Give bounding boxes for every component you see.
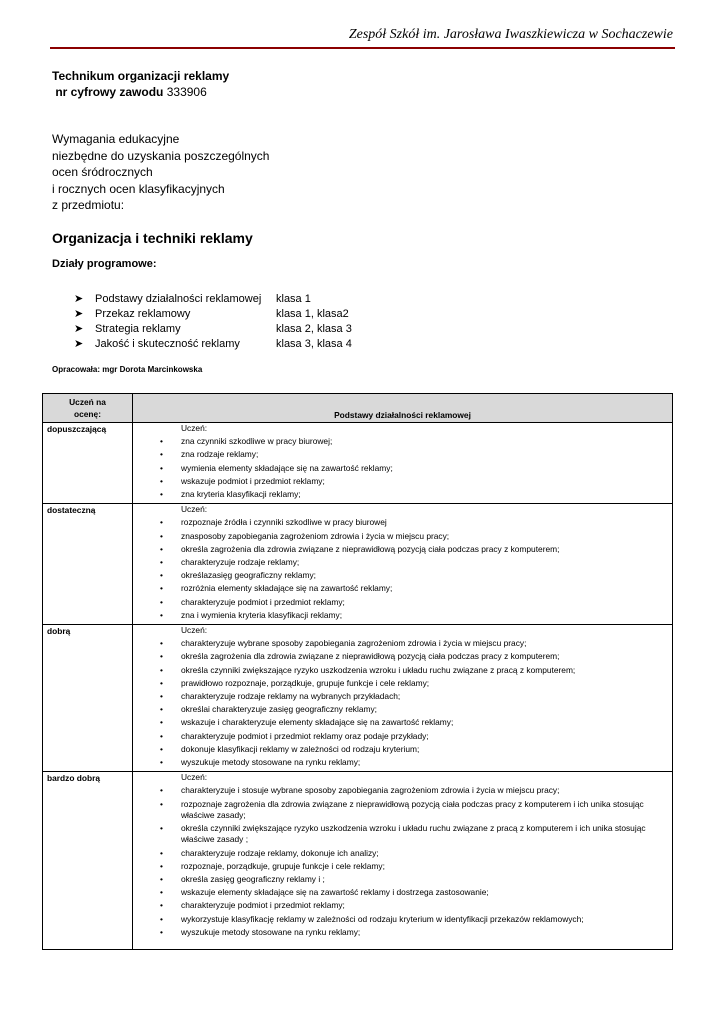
list-item: • wskazuje podmiot i przedmiot reklamy; bbox=[133, 476, 668, 487]
grade-cell: bardzo dobrą bbox=[43, 772, 133, 950]
list-item: • rozróżnia elementy składające się na zawartość reklamy; bbox=[133, 583, 668, 594]
section-column-header: Podstawy działalności reklamowej bbox=[133, 394, 673, 423]
list-item: • rozpoznaje zagrożenia dla zdrowia związane z nieprawidłową pozycją ciała podczas pracy z komputerem i ich unika stosując właściwe zasady; bbox=[133, 799, 668, 821]
list-item: • prawidłowo rozpoznaje, porządkuje, grupuje funkcje i cele reklamy; bbox=[133, 678, 668, 689]
list-item: • charakteryzuje i stosuje wybrane sposoby zapobiegania zagrożeniom zdrowia i życia w miejscu pracy; bbox=[133, 785, 668, 796]
list-item: • wymienia elementy składające się na zawartość reklamy; bbox=[133, 463, 668, 474]
cell-spacer bbox=[133, 940, 668, 948]
list-item: • charakteryzuje rodzaje reklamy na wybranych przykładach; bbox=[133, 691, 668, 702]
program-title: Technikum organizacji reklamy bbox=[52, 69, 230, 83]
list-item: • wskazuje elementy składające się na zawartość reklamy i dostrzega zastosowanie; bbox=[133, 887, 668, 898]
list-item: • charakteryzuje podmiot i przedmiot reklamy; bbox=[133, 597, 668, 608]
list-item: • wyszukuje metody stosowane na rynku reklamy; bbox=[133, 757, 668, 768]
list-item: • określa czynniki zwiększające ryzyko uszkodzenia wzroku i układu ruchu związane z pracą z komputerem i ich unika stosując właściwe zasady ; bbox=[133, 823, 668, 845]
grade-cell: dobrą bbox=[43, 625, 133, 772]
list-item: • charakteryzuje podmiot i przedmiot reklamy; bbox=[133, 900, 668, 911]
list-item: • określazasięg geograficzny reklamy; bbox=[133, 570, 668, 581]
table-row bbox=[43, 423, 673, 504]
requirements-cell bbox=[133, 504, 673, 625]
list-item: • charakteryzuje rodzaje reklamy, dokonuje ich analizy; bbox=[133, 848, 668, 859]
list-item: • charakteryzuje wybrane sposoby zapobiegania zagrożeniom zdrowia i życia w miejscu pracy; bbox=[133, 638, 668, 649]
list-item: • znasposoby zapobiegania zagrożeniom zdrowia i życia w miejscu pracy; bbox=[133, 531, 668, 542]
intro-text bbox=[52, 131, 269, 214]
list-item: • charakteryzuje rodzaje reklamy; bbox=[133, 557, 668, 568]
list-item: • określa zagrożenia dla zdrowia związane z nieprawidłową pozycją ciała podczas pracy z komputerem; bbox=[133, 651, 668, 662]
section-name: Strategia reklamy bbox=[95, 323, 181, 335]
program-code-label: nr cyfrowy zawodu bbox=[55, 85, 164, 99]
section-classes: klasa 2, klasa 3 bbox=[276, 323, 352, 335]
intro-line: z przedmiotu: bbox=[52, 198, 125, 212]
subject-title: Organizacja i techniki reklamy bbox=[52, 230, 253, 246]
arrow-bullet-icon: ➤ bbox=[74, 338, 84, 350]
grade-cell: dostateczną bbox=[43, 504, 133, 625]
list-item: • określa czynniki zwiększające ryzyko uszkodzenia wzroku i układu ruchu związane z pracą z komputerem; bbox=[133, 665, 668, 676]
requirements-cell bbox=[133, 423, 673, 504]
intro-line: niezbędne do uzyskania poszczególnych bbox=[52, 148, 270, 163]
section-classes: klasa 3, klasa 4 bbox=[276, 338, 352, 350]
list-item: • rozpoznaje źródła i czynniki szkodliwe w pracy biurowej bbox=[133, 517, 668, 528]
list-item: • zna kryteria klasyfikacji reklamy; bbox=[133, 489, 668, 500]
table-row bbox=[43, 772, 673, 950]
intro-line: i rocznych ocen klasyfikacyjnych bbox=[52, 181, 225, 196]
program-code bbox=[52, 84, 229, 100]
list-item: • określa zagrożenia dla zdrowia związane z nieprawidłową pozycją ciała podczas pracy z komputerem; bbox=[133, 544, 668, 555]
header-line: ocenę: bbox=[74, 409, 101, 419]
section-name: Jakość i skuteczność reklamy bbox=[95, 338, 240, 350]
list-item: • wyszukuje metody stosowane na rynku reklamy; bbox=[133, 927, 668, 938]
intro-line: Wymagania edukacyjne bbox=[52, 132, 180, 146]
grade-column-header bbox=[43, 394, 133, 423]
requirements-list bbox=[133, 785, 668, 937]
list-item: • wykorzystuje klasyfikację reklamy w zależności od rodzaju kryterium w identyfikacji przekazów reklamowych; bbox=[133, 914, 668, 925]
grade-cell: dopuszczającą bbox=[43, 423, 133, 504]
intro-line: ocen śródrocznych bbox=[52, 165, 153, 179]
requirements-cell bbox=[133, 625, 673, 772]
table-header-row bbox=[43, 394, 673, 423]
program-info bbox=[52, 68, 229, 100]
cell-lead: Uczeń: bbox=[181, 504, 208, 515]
section-item bbox=[52, 292, 452, 307]
table-row bbox=[43, 625, 673, 772]
section-name: Podstawy działalności reklamowej bbox=[95, 293, 262, 305]
requirements-list bbox=[133, 517, 668, 621]
list-item: • zna i wymienia kryteria klasyfikacji reklamy; bbox=[133, 610, 668, 621]
section-item bbox=[52, 337, 452, 352]
list-item: • dokonuje klasyfikacji reklamy w zależności od rodzaju kryterium; bbox=[133, 744, 668, 755]
section-classes: klasa 1 bbox=[276, 293, 311, 305]
section-name: Przekaz reklamowy bbox=[95, 308, 191, 320]
list-item: • wskazuje i charakteryzuje elementy składające się na zawartość reklamy; bbox=[133, 717, 668, 728]
school-header: Zespół Szkół im. Jarosława Iwaszkiewicza w Sochaczewie bbox=[348, 27, 673, 42]
cell-lead: Uczeń: bbox=[181, 625, 208, 636]
header-divider bbox=[50, 47, 675, 49]
arrow-bullet-icon: ➤ bbox=[74, 308, 84, 320]
cell-lead: Uczeń: bbox=[181, 423, 208, 433]
requirements-list bbox=[133, 436, 668, 500]
list-item: • zna czynniki szkodliwe w pracy biurowej; bbox=[133, 436, 668, 447]
author-credit: Opracowała: mgr Dorota Marcinkowska bbox=[52, 365, 203, 374]
requirements-list bbox=[133, 638, 668, 768]
sections-heading: Działy programowe: bbox=[52, 258, 157, 270]
cell-lead: Uczeń: bbox=[181, 772, 208, 783]
list-item: • określai charakteryzuje zasięg geograficzny reklamy; bbox=[133, 704, 668, 715]
list-item: • rozpoznaje, porządkuje, grupuje funkcje i cele reklamy; bbox=[133, 861, 668, 872]
section-item bbox=[52, 322, 452, 337]
requirements-table bbox=[42, 393, 673, 950]
list-item: • zna rodzaje reklamy; bbox=[133, 449, 668, 460]
arrow-bullet-icon: ➤ bbox=[74, 293, 84, 305]
list-item: • charakteryzuje podmiot i przedmiot reklamy oraz podaje przykłady; bbox=[133, 731, 668, 742]
sections-list bbox=[52, 292, 452, 352]
section-classes: klasa 1, klasa2 bbox=[276, 308, 349, 320]
list-item: • określa zasięg geograficzny reklamy i ; bbox=[133, 874, 668, 885]
requirements-cell bbox=[133, 772, 673, 950]
arrow-bullet-icon: ➤ bbox=[74, 323, 84, 335]
program-code-value: 333906 bbox=[166, 85, 207, 99]
section-item bbox=[52, 307, 452, 322]
table-row bbox=[43, 504, 673, 625]
header-line: Uczeń na bbox=[69, 397, 106, 407]
